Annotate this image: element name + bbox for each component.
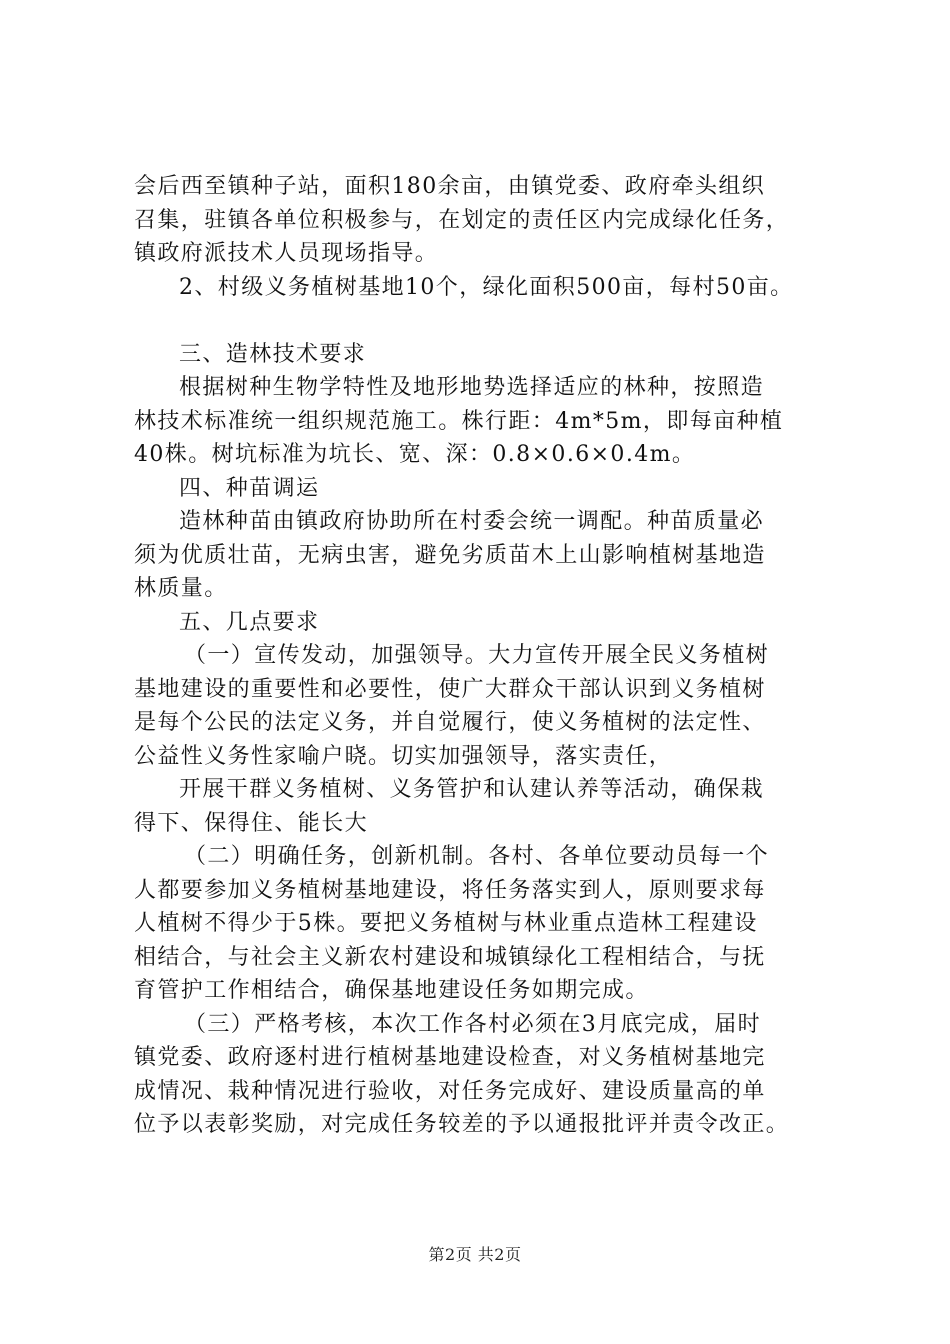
- text-line: 成情况、栽种情况进行验收，对任务完成好、建设质量高的单: [134, 1078, 766, 1104]
- blank-line: [134, 304, 849, 338]
- text-line: 公益性义务性家喻户晓。切实加强领导，落实责任，: [134, 743, 673, 769]
- text-line: 开展干群义务植树、义务管护和认建认养等活动，确保栽: [179, 777, 765, 802]
- section-heading: 五、几点要求: [179, 609, 320, 635]
- section-heading: 三、造林技术要求: [179, 341, 367, 367]
- heading-section-4: [134, 472, 849, 506]
- paragraph-village-bases: [134, 271, 849, 305]
- text-line: 镇党委、政府逐村进行植树基地建设检查，对义务植树基地完: [134, 1045, 766, 1070]
- paragraph-requirement-2: [134, 840, 849, 1008]
- text-line: 2、村级义务植树基地10个，绿化面积500亩，每村50亩。: [179, 274, 794, 300]
- text-line: 是每个公民的法定义务，并自觉履行，使义务植树的法定性、: [134, 710, 766, 735]
- heading-section-5: [134, 606, 849, 640]
- page-number-footer: 第2页 共2页: [428, 1245, 522, 1264]
- text-line: 基地建设的重要性和必要性，使广大群众干部认识到义务植树: [134, 676, 766, 702]
- text-line: 人植树不得少于5株。要把义务植树与林业重点造林工程建设: [134, 911, 758, 936]
- text-line: 会后西至镇种子站，面积180余亩，由镇党委、政府牵头组织: [134, 174, 766, 199]
- text-line: 相结合，与社会主义新农村建设和城镇绿化工程相结合，与抚: [134, 944, 766, 970]
- text-line: 造林种苗由镇政府协助所在村委会统一调配。种苗质量必: [179, 509, 765, 534]
- text-line: 林质量。: [134, 576, 228, 601]
- text-line: 育管护工作相结合，确保基地建设任务如期完成。: [134, 978, 649, 1003]
- paragraph-seed-station: [134, 170, 849, 271]
- text-line: 人都要参加义务植树基地建设，将任务落实到人，原则要求每: [134, 877, 766, 903]
- document-body: [134, 170, 849, 1142]
- text-line: （二）明确任务，创新机制。各村、各单位要动员每一个: [184, 844, 770, 869]
- text-line: 林技术标准统一组织规范施工。株行距：4m*5m，即每亩种植: [134, 408, 784, 434]
- section-heading: 四、种苗调运: [179, 475, 320, 501]
- heading-section-3: [134, 338, 849, 372]
- text-line: 位予以表彰奖励，对完成任务较差的予以通报批评并责令改正。: [134, 1112, 790, 1137]
- text-line: （一）宣传发动，加强领导。大力宣传开展全民义务植树: [184, 643, 770, 668]
- paragraph-requirement-1-continued: [134, 773, 849, 840]
- text-line: 召集，驻镇各单位积极参与，在划定的责任区内完成绿化任务，: [134, 207, 790, 233]
- text-line: 得下、保得住、能长大: [134, 810, 369, 836]
- text-line: 根据树种生物学特性及地形地势选择适应的林种，按照造: [179, 375, 765, 400]
- text-line: 须为优质壮苗，无病虫害，避免劣质苗木上山影响植树基地造: [134, 542, 766, 568]
- paragraph-seedling-transport: [134, 505, 849, 606]
- text-line: 镇政府派技术人员现场指导。: [134, 241, 439, 266]
- paragraph-requirement-3: [134, 1008, 849, 1142]
- paragraph-technical-requirements: [134, 371, 849, 472]
- paragraph-requirement-1: [134, 639, 849, 773]
- text-line: （三）严格考核，本次工作各村必须在3月底完成，届时: [184, 1011, 761, 1037]
- text-line: 40株。树坑标准为坑长、宽、深：0.8×0.6×0.4m。: [134, 442, 696, 467]
